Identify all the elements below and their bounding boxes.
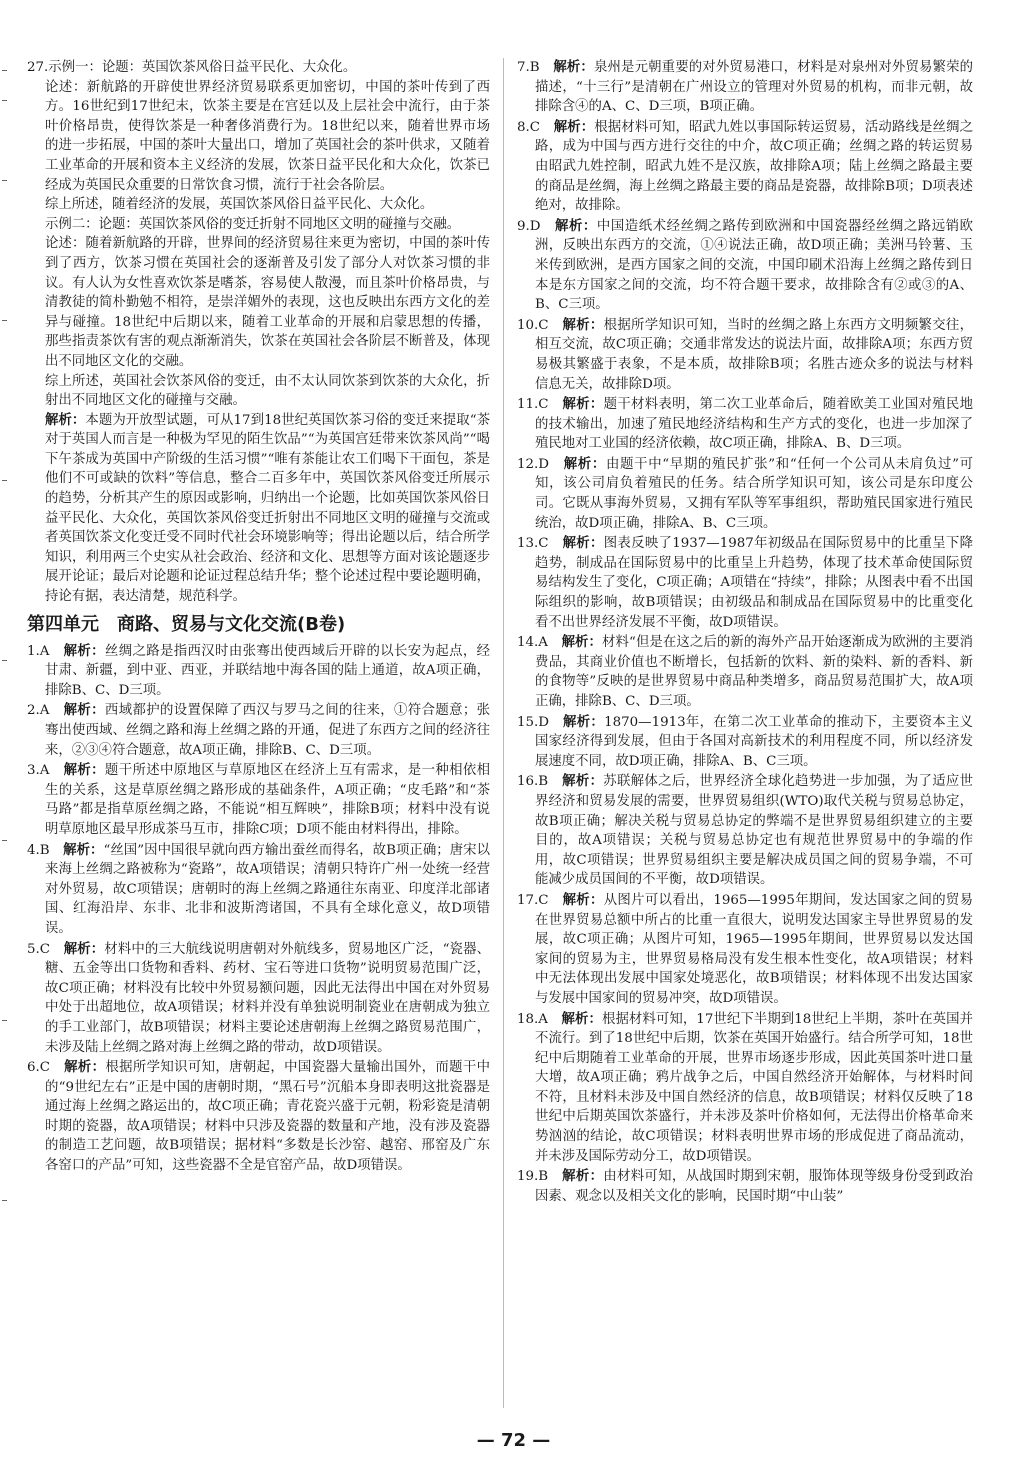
analysis-label: 解析：: [63, 763, 105, 779]
example-2-title: 示例二：论题：英国饮茶风俗的变迁折射不同地区文明的碰撞与交融。: [45, 216, 461, 232]
answer-item: [517, 772, 973, 890]
analysis-text: 图表反映了1937—1987年初级品在国际贸易中的比重呈下降趋势，制成品在国际贸易中的比重呈上升趋势，体现了技术革命使国际贸易结构发生了变化，C项正确；A项错在“持续”，排除；从图表中看不出国际组织的影响，故B项错误；由初级品和制成品在国际贸易中的比重变化看不出世界经济发展不平衡，故D项错误。: [535, 536, 974, 630]
answer-item: [517, 1010, 973, 1167]
answer-number: 13.C: [517, 536, 549, 552]
analysis-text: 由题干中“早期的殖民扩张”和“任何一个公司从未肩负过”可知，该公司肩负着殖民的任务。结合所学知识可知，该公司是东印度公司。它既从事海外贸易，又拥有军队等军事组织，帮助殖民国家进行殖民统治，故D项正确，排除A、B、C三项。: [535, 456, 974, 531]
answer-item: [27, 642, 490, 701]
answer-item: [27, 761, 490, 839]
left-column: [27, 58, 490, 1177]
analysis-text: 丝绸之路是指西汉时由张骞出使西域后开辟的以长安为起点，经甘肃、新疆，到中亚、西亚，并联结地中海各国的陆上通道，故A项正确，排除B、C、D三项。: [45, 643, 491, 698]
analysis-label: 解析：: [555, 218, 597, 234]
answer-number: 4.B: [27, 842, 50, 858]
answer-item: [27, 940, 490, 1058]
answer-number: 5.C: [27, 941, 51, 957]
answer-number: 1.A: [27, 643, 50, 659]
answer-item: [517, 534, 973, 632]
example-1-conclusion: 综上所述，随着经济的发展，英国饮茶风俗日益平民化、大众化。: [45, 197, 434, 213]
analysis-label: 解析：: [553, 119, 595, 135]
analysis-label: 解析：: [563, 456, 606, 472]
answer-number: 15.D: [517, 714, 550, 730]
analysis-text: 根据所学知识可知，唐朝起，中国瓷器大量输出国外，而题干中的“9世纪左右”正是中国的唐朝时期，“黑石号”沉船本身即表明这批瓷器是通过海上丝绸之路运出的，故C项正确；青花瓷兴盛于元朝，粉彩瓷是清朝时期的瓷器，故A项错误；材料中只涉及瓷器的数量和产地，没有涉及瓷器的制造工艺问题，故B项错误；据材料“多数是长沙窑、越窑、邢窑及广东各窑口的产品”可知，这些瓷器不全是官窑产品，故D项错误。: [45, 1060, 491, 1174]
answer-item: [517, 633, 973, 711]
analysis-label: 解析：: [562, 892, 604, 908]
analysis-text: 从图片可以看出，1965—1995年期间，发达国家之间的贸易在世界贸易总额中所占的比重一直很大，说明发达国家主导世界贸易的发展，故C项正确；从图片可知，1965—1995年期间，世界贸易以发达国家间的贸易为主，世界贸易格局没有发生根本性变化，故A项错误；材料中无法体现出发展中国家处境恶化，故B项错误；材料体现不出发达国家与发展中国家间的贸易冲突，故D项错误。: [535, 892, 974, 1006]
analysis-text: 中国造纸术经丝绸之路传到欧洲和中国瓷器经丝绸之路远销欧洲，反映出东西方的交流，①④说法正确，故D项正确；美洲马铃薯、玉米传到欧洲，是西方国家之间的交流，中国印刷术沿海上丝绸之路传到日本是东方国家之间的交流，均不符合题干要求，故排除含有②或③的A、B、C三项。: [535, 218, 974, 313]
page-number: — 72 —: [476, 1430, 551, 1451]
analysis-label: 解析：: [562, 536, 604, 552]
example-1-title: 示例一：论题：英国饮茶风俗日益平民化、大众化。: [48, 60, 357, 75]
answer-number: 10.C: [517, 317, 549, 333]
analysis-label: 解析：: [63, 703, 105, 719]
answer-number: 17.C: [517, 892, 549, 908]
analysis-text: 由材料可知，从战国时期到宋朝，服饰体现等级身份受到政治因素、观念以及相关文化的影响，民国时期“中山装”: [535, 1169, 974, 1204]
answer-number: 2.A: [27, 703, 50, 719]
analysis-label: 解析：: [562, 397, 604, 413]
answer-number: 8.C: [517, 119, 541, 135]
answer-item: [27, 1058, 490, 1176]
analysis-label: 解析：: [562, 774, 604, 790]
analysis-label: 解析：: [63, 941, 105, 957]
analysis-text: 根据材料可知，昭武九姓以事国际转运贸易，活动路线是丝绸之路，成为中国与西方进行交往的中介，故C项正确；丝绸之路的转运贸易由昭武九姓控制，昭武九姓不是汉族，故排除A项；陆上丝绸之路最主要的商品是丝绸，海上丝绸之路最主要的商品是瓷器，故排除B项；D项表述绝对，故排除。: [535, 119, 974, 214]
binding-edge-marks: [0, 60, 10, 1360]
answer-number: 16.B: [517, 774, 549, 790]
answer-number: 3.A: [27, 763, 50, 779]
analysis-label: 解析：: [64, 1060, 106, 1076]
analysis-text: 本题为开放型试题，可从17到18世纪英国饮茶习俗的变迁来提取“茶对于英国人而言是一种极为罕见的陌生饮品”“为英国宫廷带来饮茶风尚”“喝下午茶成为英国中产阶级的生活习惯”“唯有茶能让农工们喝下干面包，茶是他们不可或缺的饮料”等信息，整合二百多年中，英国饮茶风俗变迁所展示的趋势，分析其产生的原因或影响，归纳出一个论题，比如英国饮茶风俗日益平民化、大众化，英国饮茶风俗变迁折射出不同地区文明的碰撞与交流或者英国饮茶文化变迁受不同时代社会环境影响等；得出论题以后，结合所学知识，利用两三个史实从社会政治、经济和文化、思想等方面对该论题逐步展开论证；最后对论题和论证过程总结升华；整个论述过程中要论题明确，持论有据，表达清楚，规范科学。: [45, 412, 491, 605]
analysis-label: 解析：: [562, 1169, 604, 1185]
question-number: 27.: [27, 60, 49, 75]
answer-item: [517, 1167, 973, 1206]
analysis-text: 题干材料表明，第二次工业革命后，随着欧美工业国对殖民地的技术输出，加速了殖民地经济结构和生产方式的变化，也进一步加深了殖民地对工业国的经济依赖，故C项正确，排除A、B、D三项。: [535, 397, 974, 452]
example-2-body: 论述：随着新航路的开辟，世界间的经济贸易往来更为密切，中国的茶叶传到了西方，饮茶习惯在英国社会的逐渐普及引发了部分人对饮茶习惯的非议。有人认为女性喜欢饮茶是嗜茶，容易使人散漫，而且茶叶价格昂贵，与清教徒的简朴勤勉不相符，是崇洋媚外的表现，这也反映出东西方文化的差异与碰撞。18世纪中后期以来，随着工业革命的开展和启蒙思想的传播，那些指责茶饮有害的观点渐渐消失，饮茶在英国社会各阶层不断普及，体现出不同地区文化的交融。: [45, 236, 490, 369]
section-title: 第四单元 商路、贸易与文化交流(B卷): [27, 613, 346, 635]
answer-number: 11.C: [517, 397, 549, 413]
analysis-label: 解析：: [561, 1011, 602, 1027]
analysis-text: 1870—1913年，在第二次工业革命的推动下，主要资本主义国家经济得到发展，但由于各国对高新技术的利用程度不同，所以经济发展速度不同，故D项正确，排除A、B、C三项。: [535, 714, 974, 769]
example-2-conclusion: 综上所述，英国社会饮茶风俗的变迁，由不太认同饮茶到饮茶的大众化，折射出不同地区文化的碰撞与交融。: [45, 373, 490, 409]
answer-item: [517, 217, 973, 315]
analysis-text: 苏联解体之后，世界经济全球化趋势进一步加强，为了适应世界经济和贸易发展的需要，世界贸易组织(WTO)取代关税与贸易总协定，故B项正确；解决关税与贸易总协定的弊端不是世界贸易组织建立的主要目的，故A项错误；关税与贸易总协定也有规范世界贸易中的争端的作用，故C项错误；世界贸易组织主要是解决成员国之间的贸易争端，不可能减少成员国间的不平衡，故D项错误。: [535, 774, 974, 888]
analysis-text: 西域都护的设置保障了西汉与罗马之间的往来，①符合题意；张骞出使西域、丝绸之路和海上丝绸之路的开通，促进了东西方之间的经济往来，②③④符合题意，故A项正确，排除B、C、D三项。: [45, 703, 491, 758]
analysis-text: 材料中的三大航线说明唐朝对外航线多，贸易地区广泛，“瓷器、糖、五金等出口货物和香料、药材、宝石等进口货物”说明贸易范围广泛，故C项正确；材料没有比较中外贸易额问题，因此无法得出中国在对外贸易中处于出超地位，故A项错误；材料并没有单独说明制瓷业在唐朝成为独立的手工业部门，故B项错误；材料主要论述唐朝海上丝绸之路贸易范围广，未涉及陆上丝绸之路对海上丝绸之路的带动，故D项错误。: [45, 941, 491, 1055]
answer-item: [517, 395, 973, 454]
right-column: [517, 58, 973, 1207]
answer-number: 6.C: [27, 1060, 51, 1076]
analysis-label: 解析：: [45, 412, 86, 428]
analysis-label: 解析：: [63, 643, 105, 659]
answer-number: 12.D: [517, 456, 550, 472]
analysis-text: 材料“但是在这之后的新的海外产品开始逐渐成为欧洲的主要消费品，其商业价值也不断增长，包括新的饮料、新的染料、新的香料、新的食物等”反映的是世界贸易中商品种类增多，商品贸易范围扩大，故A项正确，排除B、C、D三项。: [535, 635, 974, 709]
analysis-label: 解析：: [553, 60, 594, 75]
answer-number: 14.A: [517, 635, 548, 651]
answer-item: [517, 891, 973, 1009]
column-divider: [503, 58, 504, 1408]
example-1-body: 论述：新航路的开辟使世界经济贸易联系更加密切，中国的茶叶传到了西方。16世纪到17世纪末，饮茶主要是在宫廷以及上层社会中流行，由于茶叶价格昂贵，使得饮茶是一种奢侈消费行为。18世纪以来，随着世界市场的进一步拓展，中国的茶叶大量出口，增加了英国社会的茶叶供求，又随着工业革命的开展和资本主义经济的发展，饮茶日益平民化和大众化，饮茶已经成为英国民众重要的日常饮食习惯，流行于社会各阶层。: [45, 79, 490, 193]
answer-item: [517, 316, 973, 394]
analysis-text: 题干所述中原地区与草原地区在经济上互有需求，是一种相依相生的关系，这是草原丝绸之路形成的基础条件，A项正确；“皮毛路”和“茶马路”都是指草原丝绸之路，不能说“相互辉映”，排除B项；材料中没有说明草原地区最早形成茶马互市，排除C项；D项不能由材料得出，排除。: [45, 763, 491, 837]
answer-number: 19.B: [517, 1169, 549, 1185]
answer-item: [517, 713, 973, 772]
answer-number: 7.B: [517, 60, 540, 75]
analysis-label: 解析：: [561, 635, 603, 651]
analysis-label: 解析：: [63, 842, 104, 858]
answer-number: 18.A: [517, 1011, 548, 1027]
answer-item: [27, 841, 490, 939]
answer-item: [517, 455, 973, 533]
analysis-label: 解析：: [562, 317, 604, 333]
analysis-text: 泉州是元朝重要的对外贸易港口，材料是对泉州对外贸易繁荣的描述，“十三行”是清朝在广州设立的管理对外贸易的机构，而非元朝，故排除含④的A、C、D三项，B项正确。: [535, 60, 974, 115]
analysis-text: “丝国”因中国很早就向西方输出蚕丝而得名，故B项正确；唐宋以来海上丝绸之路被称为“瓷路”，故A项错误；清朝只特许广州一处统一经营对外贸易，故C项错误；唐朝时的海上丝绸之路通往东南亚、印度洋北部诸国、红海沿岸、东非、北非和波斯湾诸国，不具有全球化意义，故D项错误。: [45, 842, 491, 936]
analysis-text: 根据材料可知，17世纪下半期到18世纪上半期，茶叶在英国并不流行。到了18世纪中后期，饮茶在英国开始盛行。结合所学可知，18世纪中后期随着工业革命的开展，世界市场逐步形成，因此英国茶叶进口量大增，故A项正确；鸦片战争之后，中国自然经济开始解体，与材料时间不符，且材料未涉及中国自然经济的信息，故B项错误；材料仅反映了18世纪中后期英国饮茶盛行，并未涉及茶叶价格如何，无法得出价格革命来势汹汹的结论，故C项错误；材料表明世界市场的形成促进了商品流动，并未涉及国际劳动分工，故D项错误。: [535, 1011, 974, 1164]
answer-item: [27, 701, 490, 760]
answer-item: [517, 118, 973, 216]
answer-27: [27, 58, 490, 607]
answer-item: [517, 58, 973, 117]
analysis-label: 解析：: [563, 714, 605, 730]
answer-number: 9.D: [517, 218, 541, 234]
analysis-text: 根据所学知识可知，当时的丝绸之路上东西方文明频繁交往，相互交流，故C项正确；交通非常发达的说法片面，故排除A项；东西方贸易极其繁盛于表象，不是本质，故排除B项；名胜古迹众多的说法与材料信息无关，故排除D项。: [535, 317, 974, 392]
